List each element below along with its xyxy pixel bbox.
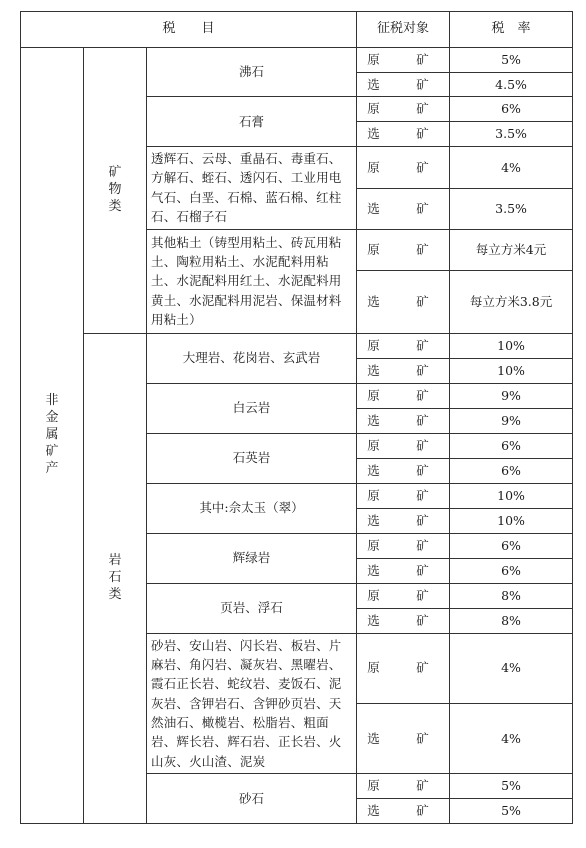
subcategory-mineral: 矿物类 bbox=[84, 48, 147, 334]
object-raw: 原 矿 bbox=[357, 383, 450, 408]
object-raw: 原 矿 bbox=[357, 633, 450, 703]
tax-item: 砂岩、安山岩、闪长岩、板岩、片麻岩、角闪岩、凝灰岩、黑曜岩、霞石正长岩、蛇纹岩、麦饭石、泥灰岩、含钾岩石、含钾砂页岩、天然油石、橄榄岩、松脂岩、粗面岩、辉长岩、辉石岩、正长岩、火山灰、火山渣、泥炭 bbox=[147, 633, 357, 774]
tax-item: 石英岩 bbox=[147, 433, 357, 483]
object-processed: 选 矿 bbox=[357, 558, 450, 583]
rate: 10% bbox=[450, 483, 573, 508]
tax-item: 石膏 bbox=[147, 97, 357, 147]
tax-item: 页岩、浮石 bbox=[147, 583, 357, 633]
subcategory-rock: 岩石类 bbox=[84, 333, 147, 824]
rate: 4% bbox=[450, 633, 573, 703]
object-processed: 选 矿 bbox=[357, 608, 450, 633]
object-processed: 选 矿 bbox=[357, 358, 450, 383]
object-raw: 原 矿 bbox=[357, 229, 450, 270]
rate: 6% bbox=[450, 97, 573, 122]
header-rate: 税 率 bbox=[450, 12, 573, 48]
rate: 3.5% bbox=[450, 122, 573, 147]
table-row bbox=[21, 333, 573, 358]
rate: 10% bbox=[450, 358, 573, 383]
object-raw: 原 矿 bbox=[357, 483, 450, 508]
tax-item: 其他粘土（铸型用粘土、砖瓦用粘土、陶粒用粘土、水泥配料用粘土、水泥配料用红土、水泥配料用黄土、水泥配料用泥岩、保温材料用粘土） bbox=[147, 229, 357, 333]
rate: 5% bbox=[450, 48, 573, 73]
object-raw: 原 矿 bbox=[357, 533, 450, 558]
object-processed: 选 矿 bbox=[357, 703, 450, 773]
object-processed: 选 矿 bbox=[357, 270, 450, 333]
object-raw: 原 矿 bbox=[357, 774, 450, 799]
object-processed: 选 矿 bbox=[357, 408, 450, 433]
table-header-row bbox=[21, 12, 573, 48]
object-processed: 选 矿 bbox=[357, 188, 450, 229]
tax-item: 辉绿岩 bbox=[147, 533, 357, 583]
tax-item: 透辉石、云母、重晶石、毒重石、方解石、蛭石、透闪石、工业用电气石、白垩、石棉、蓝石棉、红柱石、石榴子石 bbox=[147, 147, 357, 230]
rate: 4.5% bbox=[450, 73, 573, 97]
rate: 8% bbox=[450, 608, 573, 633]
rate: 9% bbox=[450, 383, 573, 408]
rate: 6% bbox=[450, 558, 573, 583]
object-raw: 原 矿 bbox=[357, 97, 450, 122]
rate: 3.5% bbox=[450, 188, 573, 229]
object-raw: 原 矿 bbox=[357, 333, 450, 358]
rate: 6% bbox=[450, 533, 573, 558]
object-processed: 选 矿 bbox=[357, 508, 450, 533]
object-processed: 选 矿 bbox=[357, 458, 450, 483]
rate: 6% bbox=[450, 458, 573, 483]
rate: 5% bbox=[450, 799, 573, 824]
rate: 4% bbox=[450, 703, 573, 773]
category-nonmetal: 非金属矿产 bbox=[21, 48, 84, 824]
rate: 5% bbox=[450, 774, 573, 799]
object-raw: 原 矿 bbox=[357, 147, 450, 189]
header-item: 税 目 bbox=[21, 12, 357, 48]
object-processed: 选 矿 bbox=[357, 122, 450, 147]
rate: 6% bbox=[450, 433, 573, 458]
object-raw: 原 矿 bbox=[357, 583, 450, 608]
rate: 10% bbox=[450, 508, 573, 533]
rate: 10% bbox=[450, 333, 573, 358]
tax-item: 沸石 bbox=[147, 48, 357, 97]
tax-item: 白云岩 bbox=[147, 383, 357, 433]
table-row bbox=[21, 48, 573, 73]
rate: 9% bbox=[450, 408, 573, 433]
rate: 每立方米4元 bbox=[450, 229, 573, 270]
rate: 4% bbox=[450, 147, 573, 189]
rate: 每立方米3.8元 bbox=[450, 270, 573, 333]
header-object: 征税对象 bbox=[357, 12, 450, 48]
object-processed: 选 矿 bbox=[357, 799, 450, 824]
object-processed: 选 矿 bbox=[357, 73, 450, 97]
tax-item: 其中:佘太玉（翠） bbox=[147, 483, 357, 533]
tax-item: 砂石 bbox=[147, 774, 357, 824]
rate: 8% bbox=[450, 583, 573, 608]
tax-item: 大理岩、花岗岩、玄武岩 bbox=[147, 333, 357, 383]
object-raw: 原 矿 bbox=[357, 48, 450, 73]
tax-rate-table bbox=[20, 11, 573, 824]
object-raw: 原 矿 bbox=[357, 433, 450, 458]
